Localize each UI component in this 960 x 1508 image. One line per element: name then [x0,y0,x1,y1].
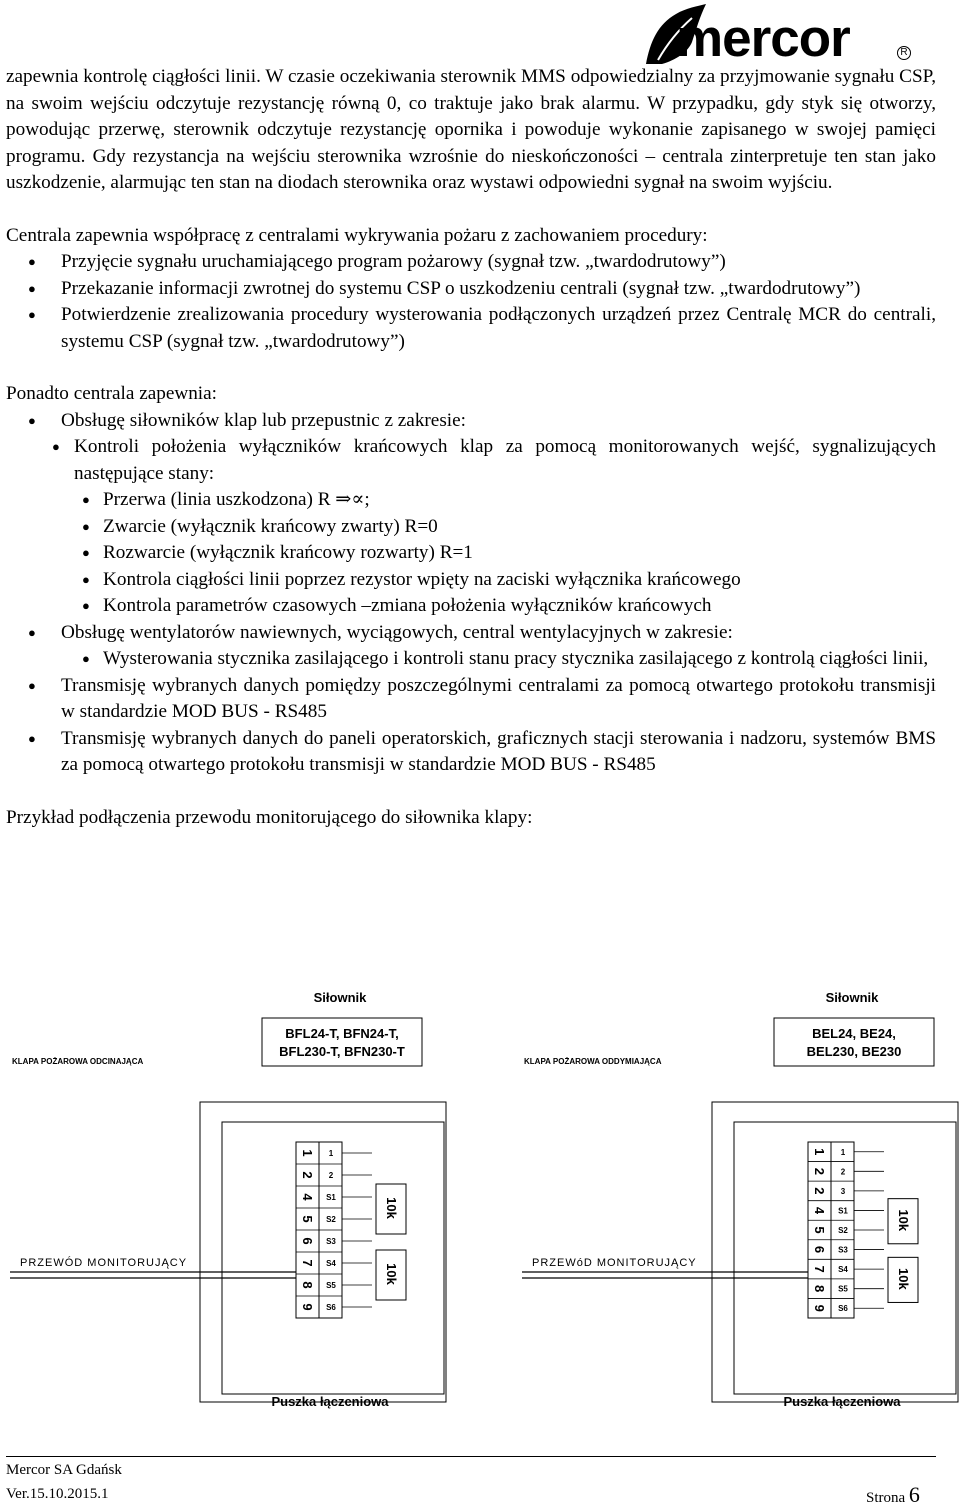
terminal-label: 2 [840,1167,846,1177]
terminal-label: S6 [326,1303,336,1312]
list-item: ● Wysterowania stycznika zasilającego i kontroli stanu pracy stycznika zasilającego z kontrolą ciągłości linii, [6,646,936,673]
list-item: ● Obsługę wentylatorów nawiewnych, wyciągowych, central wentylacyjnych w zakresie: [6,620,936,647]
terminal-label: S2 [326,1215,336,1224]
damper-label: KLAPA POŻAROWA ODCINAJĄCA [12,1057,144,1066]
terminal-label: S5 [326,1281,336,1290]
terminal-label: 3 [840,1186,846,1196]
list-item: ● Przerwa (linia uszkodzona) R ⇒∝; [6,487,936,514]
page-label: Strona [866,1490,906,1506]
wire-number: 4 [812,1206,827,1215]
wire-number: 7 [300,1259,315,1267]
resistor-label: 10k [896,1209,911,1232]
list-item: ● Kontrola ciągłości linii poprzez rezystor wpięty na zaciski wyłącznika krańcowego [6,567,936,594]
diagram-right [522,990,958,1409]
terminal-label: 1 [328,1149,334,1158]
terminal-label: 1 [840,1147,846,1157]
wire-number: 2 [812,1187,827,1195]
features-list [6,408,936,779]
resistor-label: 10k [384,1263,399,1285]
document-body [6,64,936,831]
wire-number: 2 [300,1171,315,1179]
list-item: ● Przekazanie informacji zwrotnej do systemu CSP o uszkodzeniu centrali (sygnał tzw. „twardodrutowy”) [6,276,936,303]
wire-number: 5 [812,1226,827,1234]
list-item: ● Kontrola parametrów czasowych –zmiana położenia wyłączników krańcowych [6,593,936,620]
registered-mark: R [897,46,911,60]
models-line: BFL230-T, BFN230-T [279,1044,405,1059]
paragraph-intro: zapewnia kontrolę ciągłości linii. W czasie oczekiwania sterownik MMS odpowiedzialny za przyjmowanie sygnału CSP, na swoim wejściu odczytuje rezystancję równą 0, co traktuje jako brak alarmu. W przypadku, gdy styk się otworzy, powodując przerwę, sterownik odczytuje rezystancję opornika i powoduje wykonanie zapisanego w swojej pamięci programu. Gdy rezystancja na wejściu sterownika wzrośnie do nieskończoności – centrala zinterpretuje ten stan jako uszkodzenie, alarmując ten stan na diodach sterownika oraz wystawi odpowiedni sygnał na swoim wyjściu. [6,66,936,193]
actuator-title: Siłownik [313,990,367,1005]
terminal-label: 2 [328,1171,334,1180]
models-line: BFL24-T, BFN24-T, [285,1026,399,1041]
resistor-label: 10k [896,1268,911,1290]
wire-number: 9 [812,1304,827,1312]
wire-number: 6 [812,1245,827,1254]
junction-box [734,1122,956,1394]
actuator-title: Siłownik [825,990,879,1005]
paragraph-example: Przykład podłączenia przewodu monitorującego do siłownika klapy: [6,806,533,828]
procedure-list [6,249,936,355]
models-line: BEL230, BE230 [806,1044,902,1059]
list-item: ● Obsługę siłowników klap lub przepustnic z zakresie: [6,408,936,435]
box-label: Puszka łączeniowa [271,1394,389,1409]
diagram-left [10,990,446,1409]
terminal-label: S5 [838,1284,848,1294]
list-item: ● Zwarcie (wyłącznik krańcowy zwarty) R=0 [6,514,936,541]
actuator-outline [712,1102,958,1402]
wire-number: 8 [300,1281,315,1289]
terminal-label: S4 [838,1265,848,1275]
list-item: ● Przyjęcie sygnału uruchamiającego program pożarowy (sygnał tzw. „twardodrutowy”) [6,249,936,276]
terminal-label: S4 [326,1259,336,1268]
damper-label: KLAPA POŻAROWA ODDYMIAJĄCA [524,1057,662,1066]
wire-number: 1 [300,1149,315,1157]
terminal-label: S1 [838,1206,848,1216]
list-item: ● Potwierdzenie zrealizowania procedury wysterowania podłączonych urządzeń przez Centralę MCR do centrali, systemu CSP (sygnał tzw. „twardodrutowy”) [6,302,936,355]
terminal-label: S3 [326,1237,336,1246]
wire-number: 7 [812,1265,827,1273]
junction-box [222,1122,444,1394]
list-item: ● Kontroli położenia wyłączników krańcowych klap za pomocą monitorowanych wejść, sygnalizujących następujące stany: [6,434,936,487]
wiring-diagram [0,982,960,1422]
wire-number: 1 [812,1148,827,1156]
wire-number: 8 [812,1285,827,1293]
box-label: Puszka łączeniowa [783,1394,901,1409]
terminal-label: S3 [838,1245,848,1255]
brand-name: mercor [676,9,850,68]
wire-label: PRZEWóD MONITORUJĄCY [532,1257,697,1269]
wire-number: 6 [300,1237,315,1245]
wire-label: PRZEWÓD MONITORUJĄCY [20,1257,188,1269]
wire-number: 2 [812,1167,827,1175]
wire-number: 9 [300,1303,315,1311]
terminal-label: S6 [838,1304,848,1314]
footer-page [866,1482,920,1508]
resistor-label: 10k [384,1197,399,1219]
paragraph-cooperation: Centrala zapewnia współpracę z centralami wykrywania pożaru z zachowaniem procedury: [6,224,708,246]
terminal-label: S1 [326,1193,336,1202]
paragraph-additionally: Ponadto centrala zapewnia: [6,383,217,404]
wire-number: 5 [300,1215,315,1223]
page-number: 6 [908,1482,920,1507]
list-item: ● Rozwarcie (wyłącznik krańcowy rozwarty) R=1 [6,540,936,567]
list-item: ● Transmisję wybranych danych do paneli operatorskich, graficznych stacji sterowania i nadzoru, systemów BMS za pomocą otwartego protokołu transmisji w standardzie MOD BUS - RS485 [6,726,936,779]
footer-company: Mercor SA Gdańsk [6,1462,122,1478]
footer-version: Ver.15.10.2015.1 [6,1486,109,1502]
terminal-label: S2 [838,1226,848,1235]
models-line: BEL24, BE24, [812,1026,896,1041]
wire-number: 4 [300,1193,315,1201]
list-item: ● Transmisję wybranych danych pomiędzy poszczególnymi centralami za pomocą otwartego protokołu transmisji w standardzie MOD BUS - RS485 [6,673,936,726]
footer-rule [6,1456,936,1457]
